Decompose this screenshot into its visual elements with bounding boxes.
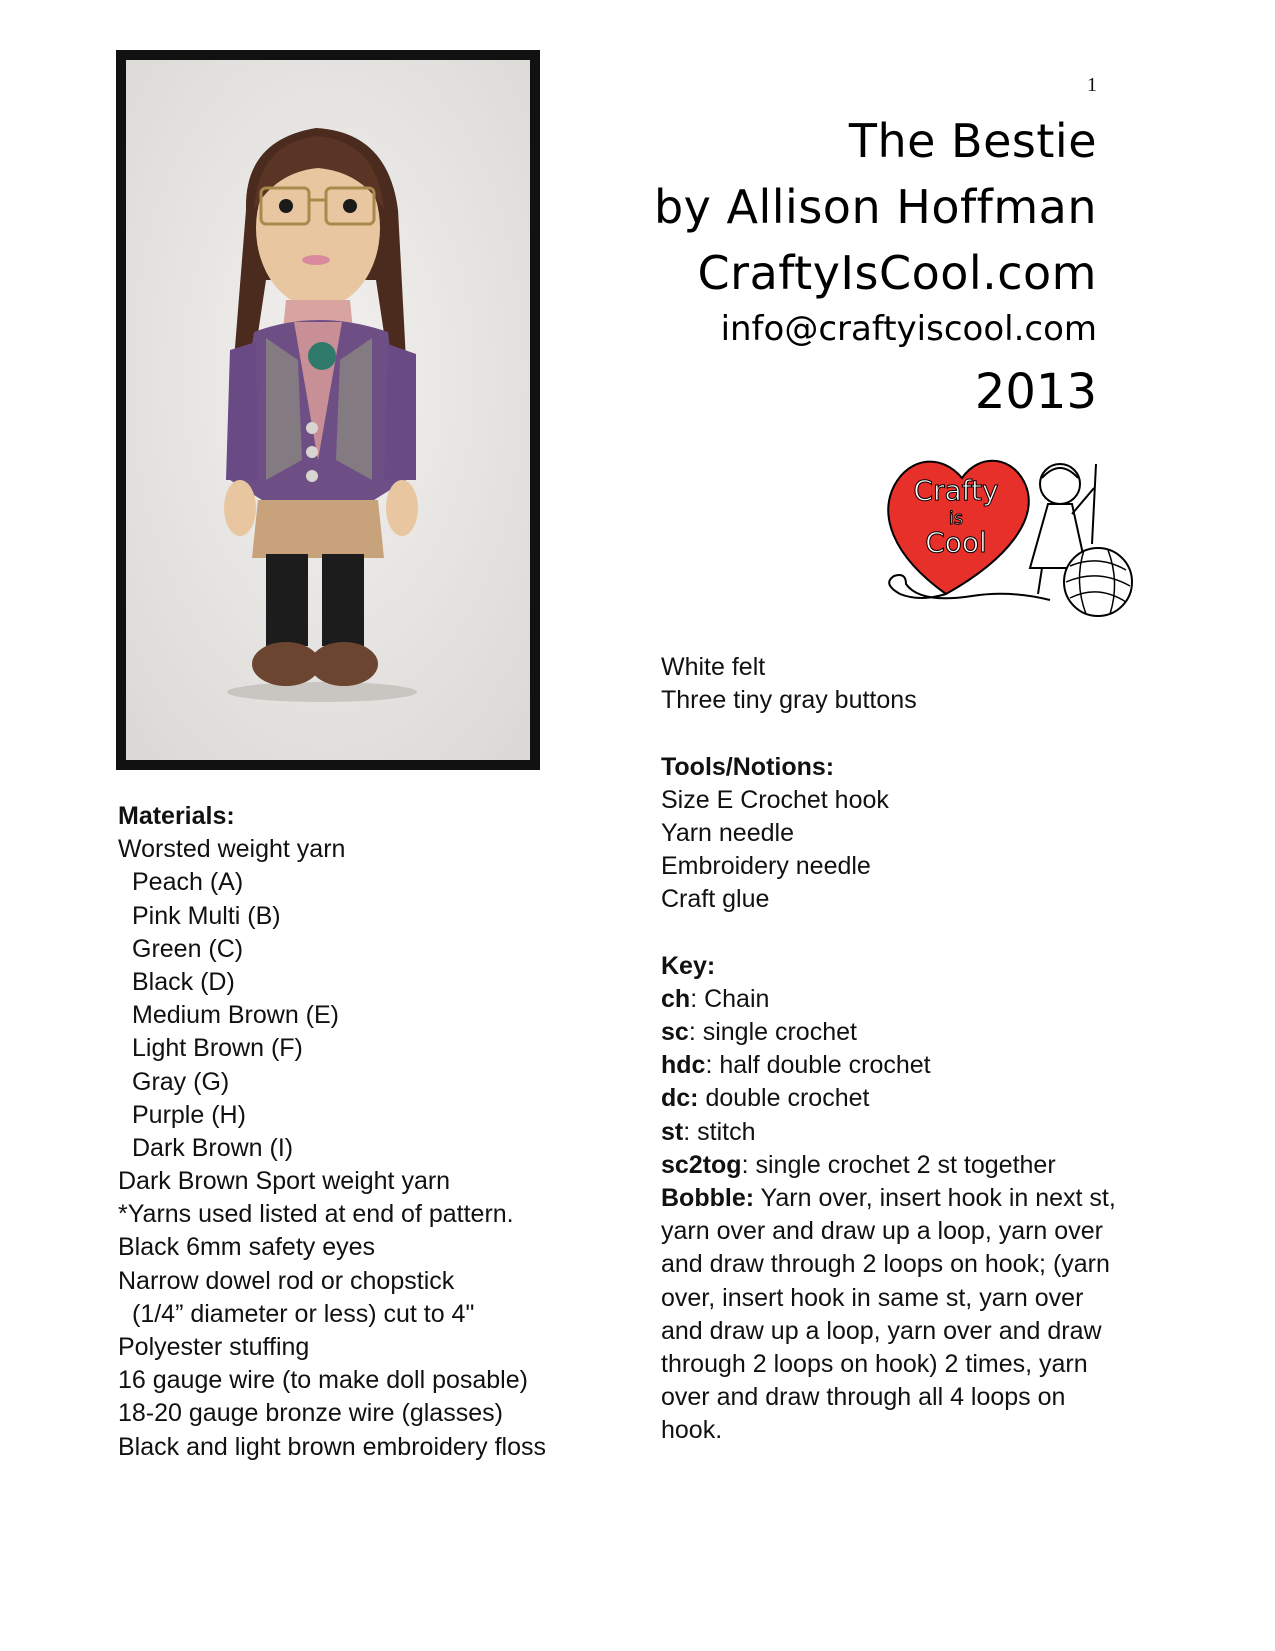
right-column <box>661 651 1116 1448</box>
key-def: Yarn over, insert hook in next st, <box>754 1184 1116 1212</box>
key-term: sc <box>661 1018 689 1047</box>
materials-section <box>118 800 546 1464</box>
list-item: Narrow dowel rod or chopstick <box>118 1266 455 1295</box>
list-item: Polyester stuffing <box>118 1333 310 1361</box>
key-term: Bobble: <box>661 1184 755 1212</box>
list-item: Purple (H) <box>132 1100 246 1129</box>
pattern-title: The Bestie <box>848 114 1097 168</box>
list-item: *Yarns used listed at end of pattern. <box>118 1200 514 1229</box>
key-def: : Chain <box>690 984 770 1013</box>
key-term: dc: <box>661 1084 699 1113</box>
list-item: Light Brown (F) <box>132 1034 303 1063</box>
key-entry <box>661 1116 1116 1149</box>
materials-heading: Materials: <box>118 802 235 830</box>
list-item: Size E Crochet hook <box>661 785 889 814</box>
list-item: Black (D) <box>132 967 235 996</box>
logo-text-is: is <box>948 508 964 529</box>
crafty-is-cool-logo <box>880 444 1138 624</box>
key-def: double crochet <box>698 1084 870 1113</box>
list-item: Gray (G) <box>132 1067 230 1096</box>
bobble-text: through 2 loops on hook) 2 times, yarn <box>661 1349 1088 1378</box>
page-number: 1 <box>1087 74 1097 96</box>
list-item: 18-20 gauge bronze wire (glasses) <box>118 1399 503 1428</box>
logo-text-crafty: Crafty <box>913 474 999 507</box>
key-heading: Key: <box>661 951 716 980</box>
list-item: Three tiny gray buttons <box>661 686 917 715</box>
key-entry <box>661 1082 1116 1115</box>
tools-heading: Tools/Notions: <box>661 752 835 781</box>
key-entry <box>661 983 1116 1016</box>
doll-photo <box>126 60 530 760</box>
bobble-text: over and draw through all 4 loops on <box>661 1383 1066 1412</box>
list-item: Medium Brown (E) <box>132 1001 339 1030</box>
bobble-text: and draw through 2 loops on hook; (yarn <box>661 1250 1110 1279</box>
email: info@craftyiscool.com <box>720 309 1097 349</box>
key-term: ch <box>661 984 691 1013</box>
list-item: (1/4” diameter or less) cut to 4" <box>132 1299 475 1328</box>
logo-text-cool: Cool <box>925 526 987 559</box>
website: CraftyIsCool.com <box>697 246 1097 300</box>
key-def: : single crochet <box>688 1018 857 1047</box>
key-term: hdc <box>661 1051 706 1080</box>
list-item: Craft glue <box>661 885 770 914</box>
list-item: 16 gauge wire (to make doll posable) <box>118 1366 528 1395</box>
bobble-text: yarn over and draw up a loop, yarn over <box>661 1217 1103 1246</box>
list-item: Worsted weight yarn <box>118 835 346 864</box>
bobble-text: over, insert hook in same st, yarn over <box>661 1283 1084 1312</box>
photo-frame <box>116 50 540 770</box>
bobble-text: hook. <box>661 1416 723 1445</box>
list-item: Green (C) <box>132 934 244 963</box>
key-def: : half double crochet <box>705 1051 931 1080</box>
title-block <box>653 114 1097 420</box>
list-item: Dark Brown Sport weight yarn <box>118 1167 451 1196</box>
key-entry <box>661 1049 1116 1082</box>
key-def: : single crochet 2 st together <box>741 1150 1056 1179</box>
list-item: Embroidery needle <box>661 852 871 881</box>
key-term: st <box>661 1117 684 1146</box>
logo-graphic <box>880 444 1138 624</box>
bobble-text: and draw up a loop, yarn over and draw <box>661 1316 1102 1345</box>
doll-illustration <box>126 60 530 760</box>
key-term: sc2tog <box>661 1150 742 1179</box>
list-item: Black and light brown embroidery floss <box>118 1432 546 1461</box>
key-entry <box>661 1016 1116 1049</box>
list-item: Pink Multi (B) <box>132 901 281 930</box>
list-item: Yarn needle <box>661 818 794 847</box>
list-item: Black 6mm safety eyes <box>118 1233 376 1262</box>
key-entry <box>661 1149 1116 1182</box>
key-def: : stitch <box>683 1117 756 1146</box>
author-line: by Allison Hoffman <box>653 180 1097 234</box>
list-item: White felt <box>661 653 766 681</box>
key-entry <box>661 1182 1116 1215</box>
year: 2013 <box>974 364 1097 420</box>
list-item: Peach (A) <box>132 868 244 897</box>
list-item: Dark Brown (I) <box>132 1133 294 1162</box>
